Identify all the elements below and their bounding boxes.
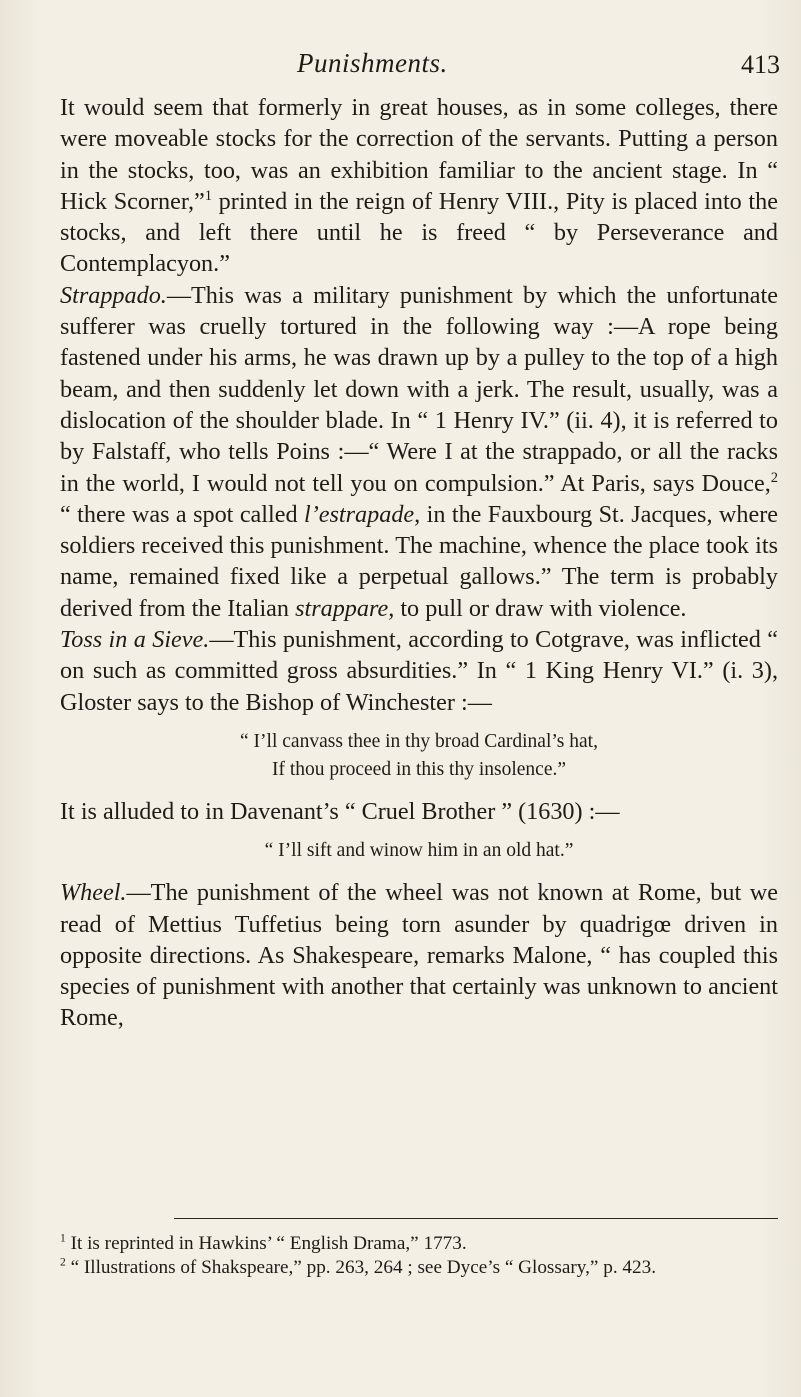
italic-lestrapade: l’estrapade,: [303, 500, 421, 528]
paragraph-strappado-text-b: “ there was a spot called: [60, 500, 304, 528]
footnote-marker-1: 1: [60, 1232, 66, 1245]
footnote-ref-1: 1: [204, 187, 212, 204]
page-number: 413: [741, 50, 780, 79]
footnote-2-text: “ Illustrations of Shakspeare,” pp. 263, 264 ; see Dyce’s “ Glossary,” p. 423.: [65, 1257, 656, 1278]
footnote-2: [60, 1256, 778, 1280]
entry-term-wheel: Wheel.: [60, 879, 127, 907]
paragraph-davenant-text: It is alluded to in Davenant’s “ Cruel Brother ” (1630) :—: [60, 797, 620, 825]
paragraph-strappado-text-c: in the Fauxbourg St. Jacques, where soldiers received this punishment. The machine, whence the place took its name, remained fixed like a perpetual gallows.” The term is probably derived from the Italian: [60, 500, 778, 622]
paragraph-davenant: [60, 796, 778, 827]
paragraph-toss-in-sieve: [60, 624, 778, 718]
footnote-1-text: It is reprinted in Hawkins’ “ English Drama,” 1773.: [65, 1233, 467, 1254]
page-header: [60, 48, 780, 88]
body-text: [60, 92, 778, 1034]
footnote-1: [60, 1232, 778, 1256]
quotation-henry-vi: [60, 728, 778, 784]
footnotes: [60, 1232, 778, 1280]
footnote-marker-2: 2: [60, 1256, 66, 1269]
paragraph-strappado-text-a: —This was a military punishment by which the unfortunate sufferer was cruelly tortured in the following way :—A rope being fastened under his arms, he was drawn up by a pulley to the top of a high beam, and then suddenly let down with a jerk. The result, usually, was a dislocation of the shoulder blade. In “ 1 Henry IV.” (ii. 4), it is referred to by Falstaff, who tells Poins :—“ Were I at the strappado, or all the racks in the world, I would not tell you on compulsion.” At Paris, says Douce,: [60, 281, 778, 497]
quotation-line-1: “ I’ll canvass thee in thy broad Cardinal’s hat,: [240, 730, 598, 752]
paragraph-stocks-text: It would seem that formerly in great houses, as in some colleges, there were moveable stocks for the correction of the servants. Putting a person in the stocks, too, was an exhibition familiar to the ancient stage. In “ Hick Scorner,”: [60, 94, 778, 215]
paragraph-stocks: [60, 92, 778, 280]
paragraph-stocks-text-end: printed in the reign of Henry VIII., Pity is placed into the stocks, and left there until he is freed “ by Perseverance and Contemplacyon.”: [60, 187, 778, 278]
entry-term-toss-in-sieve: Toss in a Sieve.: [60, 626, 210, 654]
quotation-line-2: If thou proceed in this thy insolence.”: [271, 758, 567, 780]
quotation-cruel-brother: [60, 837, 778, 865]
paragraph-wheel: [60, 877, 778, 1033]
entry-term-strappado: Strappado.: [60, 281, 167, 309]
running-title: Punishments.: [297, 48, 448, 78]
paragraph-strappado: [60, 280, 778, 624]
footnote-ref-2: 2: [770, 469, 778, 486]
paragraph-toss-text: —This punishment, according to Cotgrave, was inflicted “ on such as committed gross absurdities.” In “ 1 King Henry VI.” (i. 3), Gloster says to the Bishop of Winchester :—: [60, 626, 778, 716]
footnote-divider: [174, 1218, 778, 1219]
quotation-line: “ I’ll sift and winow him in an old hat.”: [264, 840, 574, 862]
paragraph-strappado-text-d: to pull or draw with violence.: [394, 594, 687, 622]
paragraph-wheel-text: —The punishment of the wheel was not known at Rome, but we read of Mettius Tuffetius being torn asunder by quadrigœ driven in opposite directions. As Shakespeare, remarks Malone, “ has coupled this species of punishment with another that certainly was unknown to ancient Rome,: [60, 879, 778, 1032]
italic-strappare: strappare,: [295, 594, 395, 622]
